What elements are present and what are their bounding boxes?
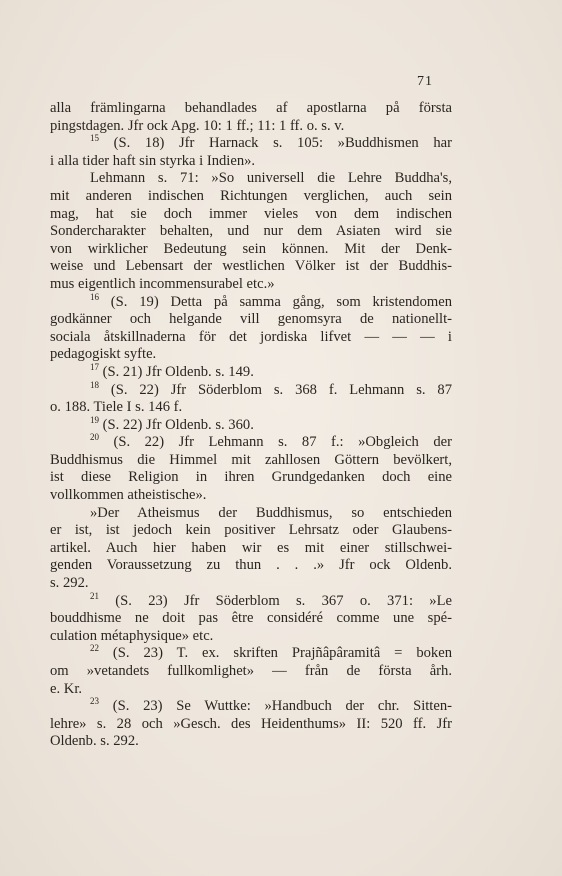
line-text: (S. 23) Jfr Söderblom s. 367 o. 371: »Le [99, 592, 452, 609]
line-text: von wirklicher Bedeutung sein können. Mit der Denk- [50, 240, 452, 257]
line-text: o. 188. Tiele I s. 146 f. [50, 399, 183, 416]
line-text: bouddhisme ne doit pas être considéré comme une spé- [50, 610, 452, 627]
text-line [50, 241, 452, 259]
line-text: ist diese Religion in ihren Grundgedanken doch eine [50, 469, 452, 486]
text-line [50, 557, 452, 575]
line-text: e. Kr. [50, 680, 83, 697]
text-line [50, 645, 452, 663]
text-line [50, 361, 452, 382]
text-line [50, 135, 452, 153]
text-line [50, 469, 452, 487]
text-line [50, 505, 452, 523]
text-line [50, 329, 452, 347]
line-text: (S. 22) Jfr Lehmann s. 87 f.: »Obgleich der [99, 434, 452, 451]
text-line [50, 452, 452, 470]
text-line [50, 681, 452, 699]
line-text: (S. 22) Jfr Söderblom s. 368 f. Lehmann s. 87 [99, 381, 452, 398]
line-text: (S. 21) Jfr Oldenb. s. 149. [99, 363, 254, 380]
text-line [50, 118, 452, 136]
line-text: (S. 18) Jfr Harnack s. 105: »Buddhismen har [99, 135, 452, 152]
line-text: »Der Atheismus der Buddhismus, so entschieden [90, 504, 452, 521]
text-line [50, 487, 452, 505]
line-text: mus eigentlich incommensurabel etc.» [50, 275, 275, 292]
footnote-number: 18 [90, 379, 99, 390]
footnote-number: 21 [90, 590, 99, 601]
line-text: (S. 23) T. ex. skriften Prajñâpâramitâ = boken [99, 645, 452, 662]
line-text: lehre» s. 28 och »Gesch. des Heidenthums» II: 520 ff. Jfr [50, 715, 452, 732]
footnote-number: 20 [90, 432, 99, 443]
line-text: vollkommen atheistische». [50, 487, 207, 504]
line-text: om »vetandets fullkomlighet» — från de första årh. [50, 663, 452, 679]
text-line [50, 716, 452, 734]
footnotes-text [50, 100, 452, 751]
line-text: (S. 23) Se Wuttke: »Handbuch der chr. Sitten- [99, 698, 452, 715]
line-text: Oldenb. s. 292. [50, 733, 139, 750]
text-line [50, 346, 452, 364]
footnote-number: 22 [90, 643, 99, 654]
text-line [50, 276, 452, 294]
text-line [50, 399, 452, 417]
text-line [50, 575, 452, 593]
text-line [50, 733, 452, 751]
text-line [50, 170, 452, 188]
text-line [50, 100, 452, 118]
line-text: alla främlingarna behandlades af apostlarna på första [50, 100, 452, 116]
line-text: i alla tider haft sin styrka i Indien». [50, 152, 256, 169]
line-text: er ist, ist jedoch kein positiver Lehrsatz oder Glaubens- [50, 522, 452, 539]
text-line [50, 610, 452, 628]
text-line [50, 414, 452, 435]
line-text: culation métaphysique» etc. [50, 627, 214, 644]
line-text: mag, hat sie doch immer vieles von dem indischen [50, 205, 452, 222]
text-line [50, 663, 452, 681]
text-line [50, 188, 452, 206]
line-text: mit anderen indischen Richtungen verglichen, auch sein [50, 187, 452, 204]
line-text: Lehmann s. 71: »So universell die Lehre Buddha's, [90, 170, 452, 187]
footnote-number: 23 [90, 696, 99, 707]
text-line [50, 434, 452, 452]
line-text: artikel. Auch hier haben wir es mit einer stillschwei- [50, 539, 452, 556]
footnote-number: 17 [90, 361, 99, 372]
text-line [50, 540, 452, 558]
page-number: 71 [417, 74, 433, 89]
line-text: (S. 22) Jfr Oldenb. s. 360. [99, 416, 254, 433]
text-line [50, 258, 452, 276]
text-line [50, 698, 452, 716]
line-text: Sondercharakter behalten, und nur dem Asiaten wird sie [50, 223, 452, 240]
line-text: weise und Lebensart der westlichen Völker ist der Buddhis- [50, 258, 452, 275]
line-text: genden Voraussetzung zu thun . . .» Jfr ock Oldenb. [50, 557, 452, 574]
line-text: (S. 19) Detta på samma gång, som kristendomen [99, 293, 452, 310]
text-line [50, 223, 452, 241]
text-line [50, 291, 452, 312]
text-line [50, 379, 452, 400]
line-text: s. 292. [50, 575, 89, 592]
footnote-number: 16 [90, 291, 99, 302]
footnote-number: 15 [90, 133, 99, 144]
footnote-number: 19 [90, 414, 99, 425]
line-text: pingstdagen. Jfr ock Apg. 10: 1 ff.; 11: 1 ff. o. s. v. [50, 117, 345, 134]
line-text: godkänner och helgande vill genomsyra de nationellt- [50, 311, 452, 328]
text-line [50, 311, 452, 329]
line-text: pedagogiskt syfte. [50, 346, 157, 363]
text-line [50, 590, 452, 611]
line-text: sociala åtskillnaderna för det jordiska lifvet — — — i [50, 328, 452, 345]
line-text: Buddhismus die Himmel mit zahllosen Göttern bevölkert, [50, 451, 452, 468]
text-line [50, 206, 452, 224]
text-line [50, 153, 452, 171]
text-line [50, 628, 452, 646]
text-line [50, 522, 452, 540]
